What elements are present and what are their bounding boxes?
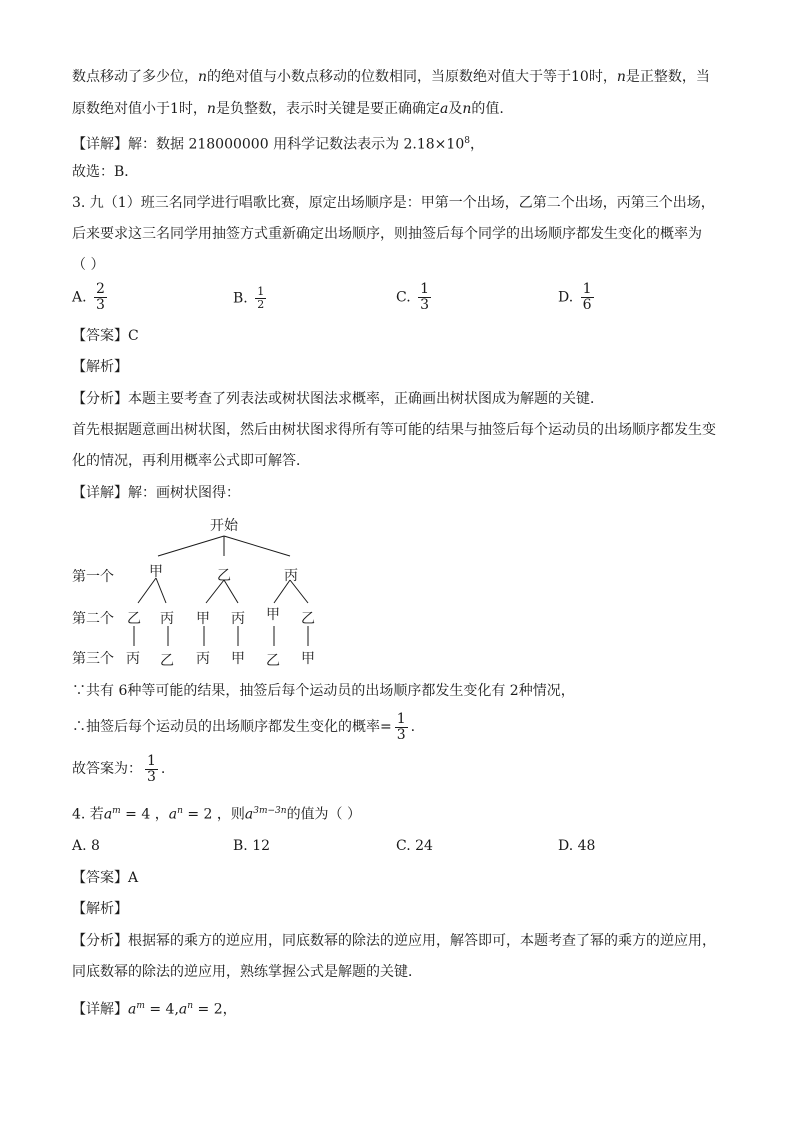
exponent: m (136, 1001, 145, 1011)
tree-level2-node: 甲 (196, 611, 210, 627)
text-span: = 4 ， (120, 806, 169, 823)
text-span: ∴抽签后每个运动员的出场顺序都发生变化的概率= (72, 719, 392, 735)
denominator: 3 (96, 297, 105, 313)
option-label: A. (72, 289, 87, 306)
tree-level3-node: 甲 (231, 651, 245, 667)
text-span: 解：画树状图得： (128, 485, 240, 501)
option-label: C. (396, 289, 411, 306)
option-b: B. 12 (233, 838, 271, 854)
tree-level3-node: 丙 (196, 651, 210, 667)
tree-edge (156, 578, 166, 603)
question-3-line-3: （ ） (72, 257, 105, 273)
section-tag: 【分析】 (72, 391, 128, 407)
option-d: D. 48 (558, 838, 596, 854)
analysis-heading: 【解析】 (72, 359, 128, 375)
row-label-second: 第二个 (72, 611, 114, 627)
answer-value: A (128, 870, 139, 886)
fraction (145, 754, 158, 785)
section-tag: 【答案】 (72, 328, 128, 344)
section-tag: 【答案】 (72, 870, 128, 886)
text-span: 数点移动了多少位， (72, 69, 198, 85)
tree-level2-node: 丙 (160, 611, 174, 627)
tree-level3-node: 丙 (126, 651, 140, 667)
text-span: = 2， (193, 1001, 237, 1018)
tree-level2-node: 丙 (231, 611, 245, 627)
numerator: 1 (582, 281, 592, 297)
text-span: 4. 若 (72, 806, 104, 823)
conclusion-line-2 (72, 710, 415, 744)
tree-level1-node: 甲 (149, 564, 163, 580)
denominator: 3 (420, 297, 430, 313)
numerator: 2 (96, 281, 105, 297)
var-n: n (198, 69, 208, 85)
tree-edge (158, 536, 224, 556)
var-a: a (128, 1001, 137, 1018)
analysis-line-1 (72, 932, 716, 950)
text-span: 故答案为： (72, 761, 142, 777)
analysis-line-2: 首先根据题意画出树状图，然后由树状图求得所有等可能的结果与抽签后每个运动员的出场顺序都发生变 (72, 422, 716, 438)
text-span: = 2 ，则 (182, 806, 245, 823)
tree-level2-node: 甲 (266, 607, 280, 623)
text-span: 原数绝对值小于1时， (72, 101, 207, 117)
exponent: 8 (464, 136, 470, 146)
exponent: n (187, 1001, 194, 1011)
var-n: n (206, 101, 216, 117)
numerator: 1 (257, 285, 265, 298)
text-span: 的值为（ ） (286, 806, 362, 823)
exponent: m (112, 806, 121, 816)
numerator: 1 (420, 281, 430, 297)
var-a: a (439, 101, 449, 117)
analysis-line-3: 化的情况，再利用概率公式即可解答． (72, 453, 310, 469)
question-3-line-2: 后来要求这三名同学用抽签方式重新确定出场顺序，则抽签后每个同学的出场顺序都发生变化的概率为 (72, 226, 702, 242)
text-span: . (160, 761, 166, 777)
var-a: a (178, 1001, 188, 1018)
section-tag: 【详解】 (72, 485, 128, 501)
text-span: = 4, (144, 1001, 179, 1018)
denominator: 6 (582, 297, 592, 313)
choice-line: 故选：B． (72, 164, 139, 180)
text-span: 的值. (471, 101, 504, 117)
tree-level2-node: 乙 (127, 611, 141, 627)
detail-line (72, 997, 237, 1019)
option-c: C. 24 (396, 838, 433, 854)
row-label-third: 第三个 (72, 651, 114, 667)
tree-level1-node: 丙 (284, 568, 298, 584)
tree-edge (138, 578, 156, 603)
analysis-heading: 【解析】 (72, 901, 128, 917)
conclusion-line-3 (72, 752, 165, 786)
tree-level3-node: 乙 (266, 653, 280, 669)
section-tag: 【分析】 (72, 933, 128, 949)
tree-edge (224, 536, 290, 556)
exponent: n (177, 806, 183, 816)
row-label-first: 第一个 (72, 569, 114, 585)
denominator: 3 (396, 726, 406, 743)
fraction (395, 712, 408, 743)
question-4-line (72, 802, 361, 824)
var-n: n (616, 69, 626, 85)
text-span: 的绝对值与小数点移动的位数相同，当原数绝对值大于等于10时， (207, 69, 617, 85)
answer-line (72, 869, 138, 887)
analysis-line-2: 同底数幂的除法的逆应用，熟练掌握公式是解题的关键． (72, 964, 422, 980)
numerator: 1 (396, 710, 406, 727)
tree-root: 开始 (210, 518, 238, 534)
var-n: n (462, 101, 472, 117)
text-span: 解：数据 218000000 用科学记数法表示为 2.18×10 (128, 136, 465, 153)
tree-level3-node: 甲 (301, 651, 315, 667)
text-span: 是负整数，表示时关键是要正确确定 (215, 101, 440, 117)
var-a: a (244, 806, 254, 823)
section-tag: 【详解】 (72, 1001, 128, 1018)
option-a: A. 8 (72, 838, 100, 854)
var-a: a (103, 806, 113, 823)
tree-level1-node: 乙 (217, 568, 231, 584)
text-span: 是正整数，当 (625, 69, 710, 85)
text-span: 及 (448, 101, 463, 117)
denominator: 2 (257, 298, 265, 311)
conclusion-line-1: ∵共有 6种等可能的结果，抽签后每个运动员的出场顺序都发生变化有 2种情况， (72, 683, 575, 699)
text-span: 根据幂的乘方的逆应用，同底数幂的除法的逆应用，解答即可，本题考查了幂的乘方的逆应用， (128, 933, 716, 949)
option-label: D. (558, 289, 574, 306)
tree-level3-node: 乙 (160, 653, 174, 669)
section-tag: 【详解】 (72, 136, 128, 153)
answer-value: C (128, 328, 139, 344)
text-span: 本题主要考查了列表法或树状图法求概率，正确画出树状图成为解题的关键． (128, 391, 604, 407)
tree-level2-node: 乙 (301, 611, 315, 627)
var-a: a (168, 806, 178, 823)
option-label: B. (233, 290, 248, 307)
denominator: 3 (147, 768, 156, 785)
numerator: 1 (147, 752, 156, 769)
exponent: 3m−3n (253, 806, 287, 816)
question-3-line-1: 3. 九（1）班三名同学进行唱歌比赛，原定出场顺序是：甲第一个出场，乙第二个出场，丙第三个出场， (72, 195, 715, 211)
text-span: . (410, 719, 416, 735)
text-span: ， (469, 136, 484, 153)
